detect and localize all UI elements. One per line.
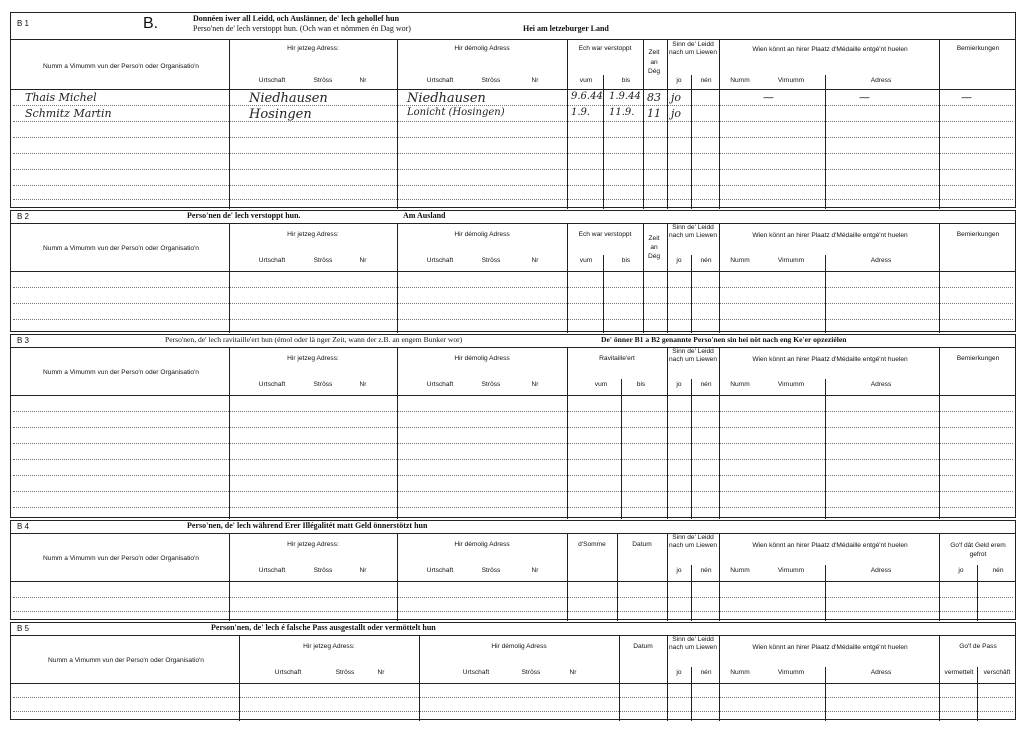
sub-nr: Nr <box>377 669 385 676</box>
col-sense: Sinn de' Leidd nach um Liewen <box>668 636 718 651</box>
sub-bis: bis <box>636 381 646 388</box>
col-somme: d'Somme <box>578 541 606 548</box>
sub-nr: Nr <box>531 381 539 388</box>
sub-urtschaft: Urtschaft <box>258 567 286 574</box>
row2-cur: Hosingen <box>249 107 312 122</box>
col-cur-addr: Hir jetzeg Adress: <box>287 355 339 362</box>
sub-verschaft: verschâft <box>983 669 1011 676</box>
sub-jo: jo <box>676 77 682 84</box>
sub-jo: jo <box>676 257 682 264</box>
section-b4 <box>10 520 1016 620</box>
col-days-a: Zeit <box>648 235 660 242</box>
section-id: B 2 <box>17 212 30 221</box>
sub-stross: Ströss <box>313 567 333 574</box>
col-remarks: Bemierkungen <box>956 231 1000 238</box>
sub-bis: bis <box>621 77 631 84</box>
row2-vum: 1.9. <box>571 107 591 118</box>
col-name: Numm a Vimumm vun der Perso'n oder Organisatio'n <box>48 657 204 664</box>
col-medal: Wien könnt an hirer Plaatz d'Médaille entgé'nt huelen <box>752 232 908 239</box>
section-b1 <box>10 12 1016 208</box>
col-name: Numm a Vimumm vun der Perso'n oder Organisatio'n <box>43 369 199 376</box>
col-medal: Wien könnt an hirer Plaatz d'Médaille entgé'nt huelen <box>752 542 908 549</box>
sub-stross: Ströss <box>481 567 501 574</box>
col-name: Numm a Vimumm vun der Perso'n oder Organisatio'n <box>43 63 199 70</box>
col-sense: Sinn de' Leidd nach um Liewen <box>668 224 718 239</box>
sub-nr: Nr <box>531 567 539 574</box>
sub-nen: nén <box>700 669 712 676</box>
col-datum: Datum <box>633 643 653 650</box>
col-old-addr: Hir démolig Adress <box>454 355 510 362</box>
sub-stross: Ströss <box>521 669 541 676</box>
col-geld: Go'f dât Geld erem gefrot <box>950 542 1006 558</box>
section-b3 <box>10 334 1016 518</box>
sub-virnumm: Virnumm <box>777 567 805 574</box>
row1-days: 83 <box>647 91 661 104</box>
col-medal: Wien könnt an hirer Plaatz d'Médaille entgé'nt huelen <box>752 46 908 53</box>
col-medal: Wien könnt an hirer Plaatz d'Médaille entgé'nt huelen <box>752 356 908 363</box>
sub-urtschaft: Urtschaft <box>426 257 454 264</box>
col-cur-addr: Hir jetzeg Adress: <box>303 643 355 650</box>
section-id: B 5 <box>17 624 30 633</box>
sub-nr: Nr <box>359 381 367 388</box>
sub-urtschaft: Urtschaft <box>258 257 286 264</box>
col-ravit: Ravitaille'ert <box>599 355 635 362</box>
col-sense: Sinn de' Leidd nach um Liewen <box>668 348 718 363</box>
row2-days: 11 <box>647 107 661 120</box>
col-days-c: Dég <box>647 68 661 75</box>
col-days-a: Zeit <box>648 49 660 56</box>
sub-adress: Adress <box>870 257 892 264</box>
sub-virnumm: Virnumm <box>777 257 805 264</box>
col-name: Numm a Vimumm vun der Perso'n oder Organisatio'n <box>43 245 199 252</box>
b4-title: Perso'nen, de' lech während Erer Illégalitét matt Geld önnerstötzt hun <box>187 521 428 530</box>
sub-urtschaft: Urtschaft <box>258 381 286 388</box>
sub-nr: Nr <box>531 257 539 264</box>
col-old-addr: Hir démolig Adress <box>454 231 510 238</box>
sub-nen: nén <box>700 381 712 388</box>
sub-stross: Ströss <box>313 77 333 84</box>
row1-cur: Niedhausen <box>249 91 328 106</box>
row1-vum: 9.6.44 <box>571 91 603 102</box>
sub-adress: Adress <box>870 77 892 84</box>
section-b5 <box>10 622 1016 720</box>
section-id: B 1 <box>17 19 30 28</box>
section-b2 <box>10 210 1016 332</box>
col-hidden: Ech war verstoppt <box>578 45 632 52</box>
row1-bis: 1.9.44 <box>609 91 641 102</box>
sub-adress: Adress <box>870 381 892 388</box>
row1-name: Thais Michel <box>25 91 97 104</box>
sub-stross: Ströss <box>335 669 355 676</box>
col-hidden: Ech war verstoppt <box>578 231 632 238</box>
b3-title: Perso'nen, de' lech ravitaille'ert hun (émol oder lä nger Zeit, wann der z.B. an engem Bunker wor) <box>165 335 463 344</box>
sub-urtschaft: Urtschaft <box>426 567 454 574</box>
sub-jo: jo <box>676 567 682 574</box>
sub-nen: nén <box>700 567 712 574</box>
b1-line2: Perso'nen de' lech verstoppt hun. (Och wan et nömmen én Dag wor) <box>193 24 411 33</box>
col-remarks: Bemierkungen <box>956 355 1000 362</box>
b1-line1: Donnéen iwer all Leidd, och Auslänner, de' lech gehollef hun <box>193 14 400 23</box>
section-id: B 4 <box>17 522 30 531</box>
b5-title: Person'nen, de' lech é falsche Pass ausgestallt oder vermöttelt hun <box>211 623 436 632</box>
sub-nr: Nr <box>531 77 539 84</box>
col-cur-addr: Hir jetzeg Adress: <box>287 541 339 548</box>
sub-virnumm: Virnumm <box>777 381 805 388</box>
sub-numm: Numm <box>730 257 750 264</box>
row1-medal-adress: — <box>859 91 870 104</box>
row1-remarks: — <box>961 91 972 104</box>
sub-vum: vum <box>579 257 593 264</box>
sub-numm: Numm <box>730 77 750 84</box>
sub-jo: jo <box>958 567 964 574</box>
sub-stross: Ströss <box>313 257 333 264</box>
sub-jo: jo <box>676 381 682 388</box>
sub-urtschaft: Urtschaft <box>258 77 286 84</box>
col-cur-addr: Hir jetzeg Adress: <box>287 231 339 238</box>
row2-old: Lonicht (Hosingen) <box>407 107 505 118</box>
col-datum: Datum <box>632 541 652 548</box>
sub-virnumm: Virnumm <box>777 669 805 676</box>
col-old-addr: Hir démolig Adress <box>491 643 547 650</box>
col-pass: Go'f de Pass <box>959 643 997 650</box>
row1-old: Niedhausen <box>407 91 486 106</box>
sub-virnumm: Virnumm <box>777 77 805 84</box>
row2-jo: jo <box>671 107 682 120</box>
sub-stross: Ströss <box>481 381 501 388</box>
sub-nr: Nr <box>359 77 367 84</box>
row2-name: Schmitz Martin <box>25 107 112 120</box>
sub-urtschaft: Urtschaft <box>426 77 454 84</box>
sub-nen: nén <box>992 567 1004 574</box>
col-days-b: an <box>650 59 658 66</box>
sub-stross: Ströss <box>481 77 501 84</box>
b3-title2: De' önner B1 a B2 genannte Perso'nen sin hei nöt nach eng Ke'er opzeziélen <box>601 335 847 344</box>
section-id: B 3 <box>17 336 30 345</box>
sub-nr: Nr <box>359 257 367 264</box>
sub-nen: nén <box>700 77 712 84</box>
col-old-addr: Hir démolig Adress <box>454 541 510 548</box>
sub-vermettelt: vermettelt <box>944 669 974 676</box>
sub-stross: Ströss <box>313 381 333 388</box>
section-letter: B. <box>143 15 159 32</box>
sub-stross: Ströss <box>481 257 501 264</box>
col-days-c: Dég <box>647 253 661 260</box>
sub-adress: Adress <box>870 567 892 574</box>
b1-line2b: Hei am letzeburger Land <box>523 24 609 33</box>
b1-title-row <box>11 13 1015 40</box>
sub-urtschaft: Urtschaft <box>426 381 454 388</box>
col-sense: Sinn de' Leidd nach um Liewen <box>668 41 718 56</box>
sub-urtschaft: Urtschaft <box>462 669 490 676</box>
col-days-b: an <box>650 244 658 251</box>
col-old-addr: Hir démolig Adress <box>454 45 510 52</box>
sub-vum: vum <box>594 381 608 388</box>
sub-adress: Adress <box>870 669 892 676</box>
sub-numm: Numm <box>730 381 750 388</box>
col-medal: Wien könnt an hirer Plaatz d'Médaille entgé'nt huelen <box>752 644 908 651</box>
b2-title2: Am Ausland <box>403 211 446 220</box>
row1-medal-numm: — <box>763 91 774 104</box>
col-name: Numm a Vimumm vun der Perso'n oder Organisatio'n <box>43 555 199 562</box>
form-page <box>10 12 1016 720</box>
sub-bis: bis <box>621 257 631 264</box>
col-cur-addr: Hir jetzeg Adress: <box>287 45 339 52</box>
row1-jo: jo <box>671 91 682 104</box>
col-sense: Sinn de' Leidd nach um Liewen <box>668 534 718 549</box>
sub-vum: vum <box>579 77 593 84</box>
sub-nen: nén <box>700 257 712 264</box>
sub-urtschaft: Urtschaft <box>274 669 302 676</box>
b2-title: Perso'nen de' lech verstoppt hun. <box>187 211 301 220</box>
sub-jo: jo <box>676 669 682 676</box>
sub-nr: Nr <box>359 567 367 574</box>
sub-numm: Numm <box>730 669 750 676</box>
row2-bis: 11.9. <box>609 107 635 118</box>
sub-nr: Nr <box>569 669 577 676</box>
sub-numm: Numm <box>730 567 750 574</box>
col-remarks: Bemierkungen <box>956 45 1000 52</box>
